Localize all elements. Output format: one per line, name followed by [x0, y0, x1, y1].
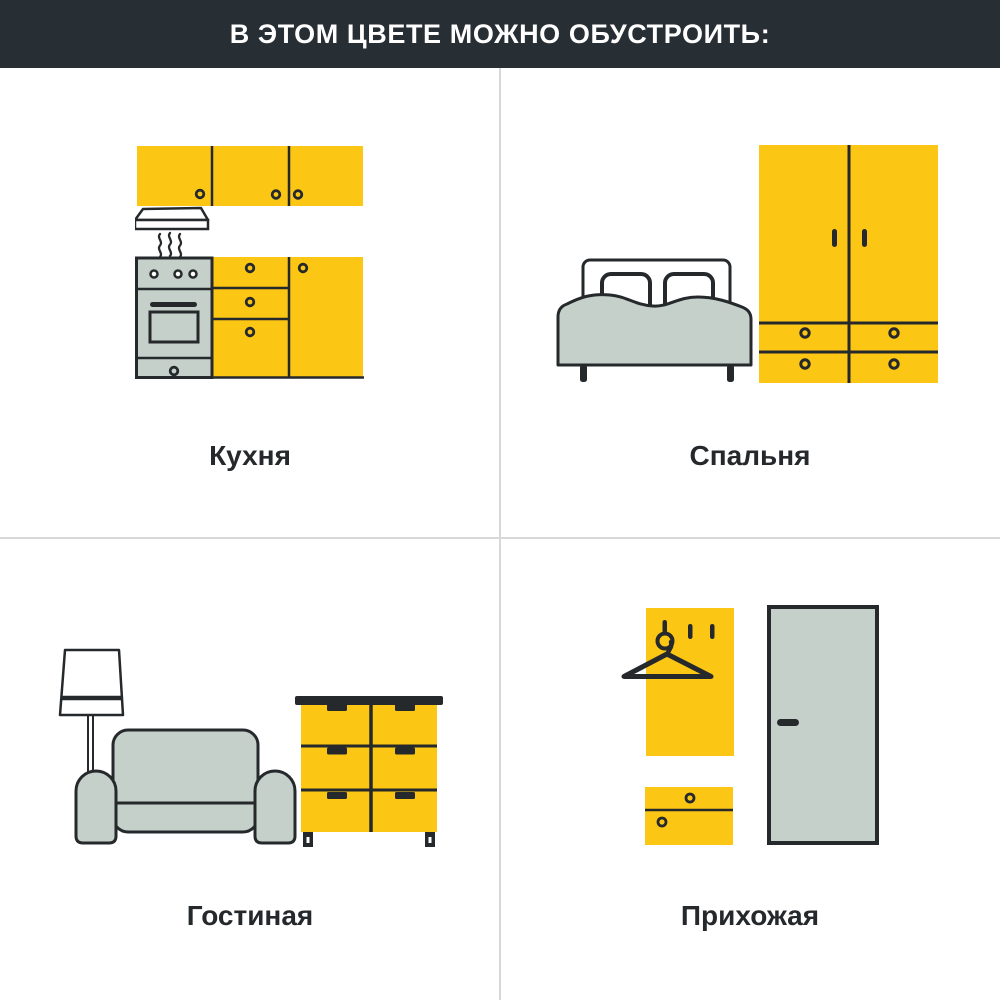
living-room-illustration [55, 645, 450, 850]
bed-icon [558, 260, 751, 382]
steam-icon [159, 233, 181, 257]
upper-cabinets-icon [137, 146, 363, 206]
grid-divider-vertical [499, 68, 501, 1000]
quadrant-label-living-room: Гостиная [186, 900, 314, 931]
grid-divider-horizontal [0, 537, 1000, 539]
quadrant-label-kitchen: Кухня [209, 440, 291, 471]
shoe-cabinet-icon [645, 787, 733, 845]
coat-rack-panel-icon [624, 608, 734, 756]
lower-cabinets-icon [212, 257, 364, 378]
kitchen-illustration [135, 145, 365, 385]
wardrobe-icon [759, 145, 938, 383]
door-icon [769, 607, 877, 843]
hallway-illustration [615, 600, 890, 850]
quadrant-label-hallway: Прихожая [680, 900, 820, 931]
header-banner [0, 0, 1000, 68]
sofa-icon [76, 730, 295, 843]
dresser-icon [295, 696, 443, 847]
quadrant-label-bedroom: Спальня [689, 440, 811, 471]
stove-icon [137, 258, 213, 378]
range-hood-icon [135, 208, 208, 257]
bedroom-illustration [555, 143, 945, 388]
header-title: В ЭТОМ ЦВЕТЕ МОЖНО ОБУСТРОИТЬ: [229, 18, 771, 49]
